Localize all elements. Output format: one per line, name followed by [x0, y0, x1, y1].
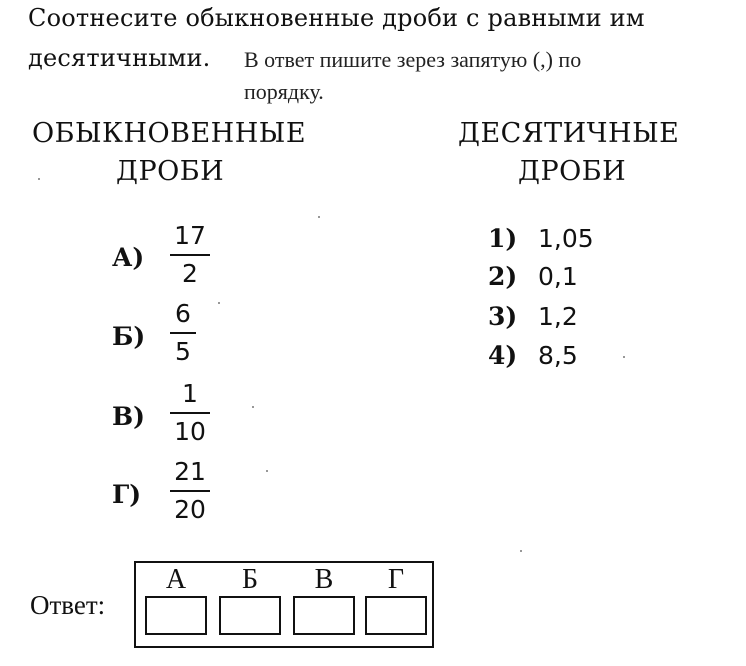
answer-column-letter: Б — [241, 564, 259, 595]
fraction-denominator: 20 — [174, 495, 206, 524]
fraction-bar — [170, 490, 210, 492]
answer-table — [134, 561, 434, 648]
decimal-item — [488, 262, 578, 291]
decimal-number: 1) — [488, 224, 518, 253]
answer-cell-b[interactable] — [219, 596, 281, 635]
fraction-bar — [170, 412, 210, 414]
fraction-bar — [170, 332, 196, 334]
answer-cell-a[interactable] — [145, 596, 207, 635]
fraction-denominator: 5 — [175, 337, 191, 366]
fraction-numerator: 6 — [175, 299, 191, 328]
decimal-value: 1,05 — [538, 224, 594, 253]
answer-column-g — [363, 563, 429, 635]
right-column-heading-1: ДЕСЯТИЧНЫЕ — [458, 118, 680, 149]
answer-column-a — [143, 563, 209, 635]
left-column-heading-1: ОБЫКНОВЕННЫЕ — [32, 118, 307, 149]
fraction-letter: Г) — [112, 480, 142, 509]
fraction-numerator: 17 — [174, 221, 206, 250]
answer-cell-v[interactable] — [293, 596, 355, 635]
task-line-2: десятичными. — [28, 44, 211, 72]
task-line-1: Соотнесите обыкновенные дроби с равными им — [28, 4, 645, 32]
fraction-g — [170, 458, 210, 524]
decimal-item — [488, 224, 594, 253]
scan-speck — [266, 470, 268, 472]
fraction-letter: Б) — [112, 322, 146, 351]
hint-line-2: порядку. — [244, 79, 324, 104]
fraction-letter: В) — [112, 402, 145, 431]
decimal-value: 8,5 — [538, 341, 578, 370]
decimal-number: 4) — [488, 341, 518, 370]
fraction-letter: А) — [112, 243, 145, 272]
answer-cell-g[interactable] — [365, 596, 427, 635]
decimal-value: 1,2 — [538, 302, 578, 331]
scan-speck — [318, 216, 320, 218]
fraction-a — [170, 222, 210, 288]
answer-label: Ответ: — [30, 590, 106, 620]
fraction-b — [170, 300, 196, 366]
hint-line-1: В ответ пишите зерез запятую (,) по — [244, 47, 582, 72]
scan-speck — [218, 302, 220, 304]
answer-column-b — [217, 563, 283, 635]
scan-speck — [252, 406, 254, 408]
answer-column-letter: Г — [387, 564, 405, 595]
fraction-numerator: 21 — [174, 457, 206, 486]
decimal-number: 2) — [488, 262, 518, 291]
answer-column-letter: В — [314, 564, 334, 595]
fraction-numerator: 1 — [182, 379, 198, 408]
fraction-bar — [170, 254, 210, 256]
decimal-item — [488, 302, 578, 331]
answer-column-letter: А — [165, 564, 187, 595]
decimal-value: 0,1 — [538, 262, 578, 291]
scan-speck — [520, 550, 522, 552]
fraction-v — [170, 380, 210, 446]
scan-speck — [623, 356, 625, 358]
right-column-heading-2: ДРОБИ — [518, 156, 627, 187]
decimal-number: 3) — [488, 302, 518, 331]
fraction-denominator: 2 — [182, 259, 198, 288]
scan-speck — [38, 178, 40, 180]
answer-column-v — [291, 563, 357, 635]
fraction-denominator: 10 — [174, 417, 206, 446]
decimal-item — [488, 341, 578, 370]
left-column-heading-2: ДРОБИ — [116, 156, 225, 187]
